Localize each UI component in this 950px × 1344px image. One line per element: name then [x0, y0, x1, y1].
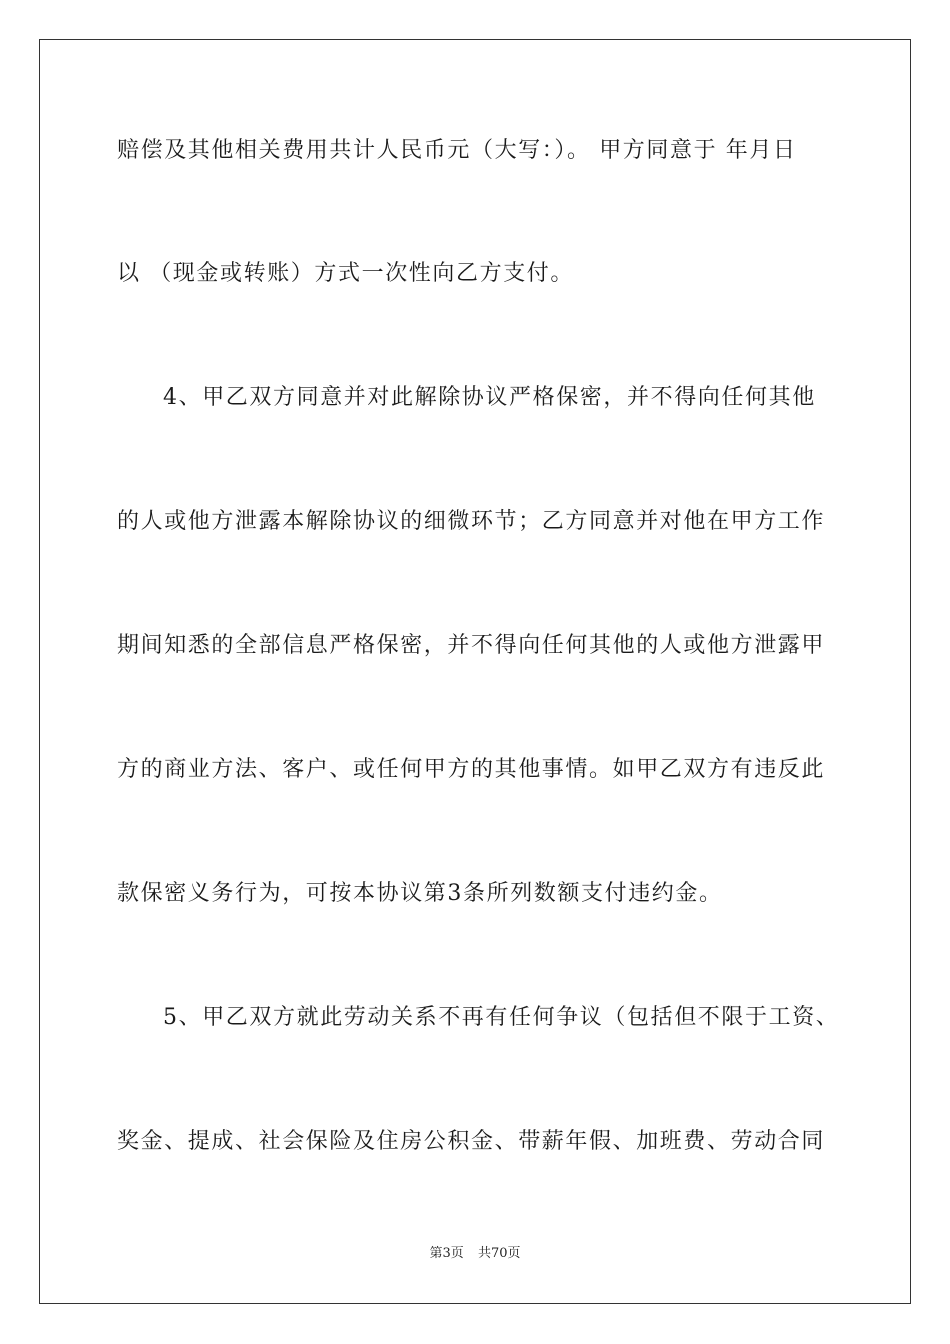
paragraph-line: 5、甲乙双方就此劳动关系不再有任何争议（包括但不限于工资、 — [163, 1005, 840, 1030]
paragraph-line: 以 （现金或转账）方式一次性向乙方支付。 — [117, 261, 574, 286]
page-border — [39, 39, 911, 1304]
paragraph-line: 方的商业方法、客户、或任何甲方的其他事情。如甲乙双方有违反此 — [117, 757, 826, 782]
paragraph-line: 款保密义务行为，可按本协议第3条所列数额支付违约金。 — [117, 881, 723, 906]
page-number: 第3页 — [429, 1246, 464, 1261]
page-total: 共70页 — [477, 1246, 521, 1261]
paragraph-line: 奖金、提成、社会保险及住房公积金、带薪年假、加班费、劳动合同 — [117, 1129, 826, 1154]
paragraph-line: 期间知悉的全部信息严格保密，并不得向任何其他的人或他方泄露甲 — [117, 633, 826, 658]
paragraph-line: 4、甲乙双方同意并对此解除协议严格保密，并不得向任何其他 — [163, 385, 816, 410]
page-footer — [0, 1245, 950, 1263]
paragraph-line: 赔偿及其他相关费用共计人民币元（大写：）。 甲方同意于 年月日 — [117, 138, 797, 163]
paragraph-line: 的人或他方泄露本解除协议的细微环节；乙方同意并对他在甲方工作 — [117, 509, 826, 534]
